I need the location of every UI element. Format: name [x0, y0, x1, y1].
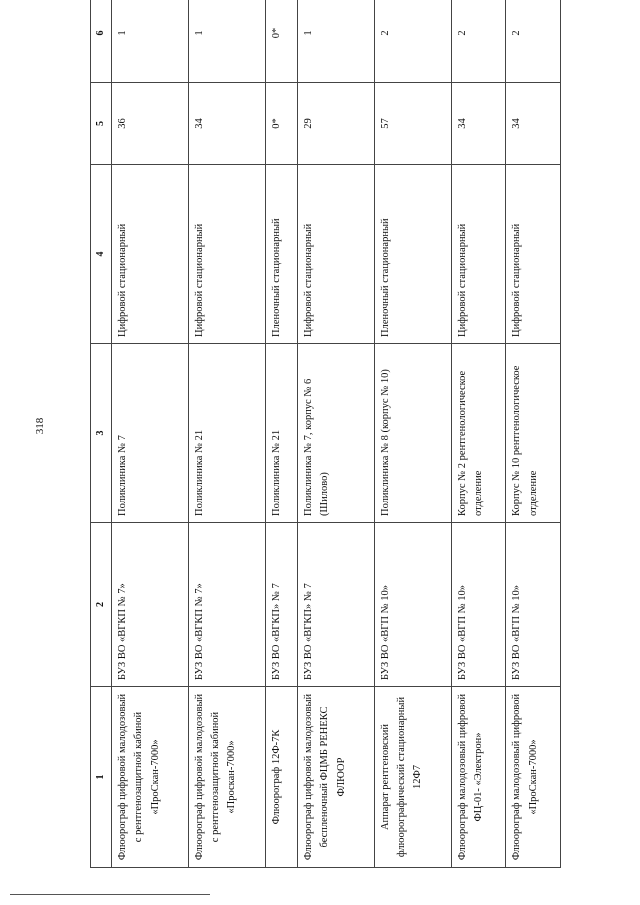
cell-device: Флюорограф малодозовый цифровой «ПроСкан-7000» [506, 687, 561, 868]
footnote-divider [10, 894, 210, 895]
table-row [374, 0, 451, 868]
cell-col5: 36 [112, 83, 189, 165]
cell-organization: БУЗ ВО «ВГП № 10» [374, 523, 451, 687]
table-row [112, 0, 189, 868]
table-row [297, 0, 374, 868]
cell-col5: 0* [265, 83, 297, 165]
column-header-5: 5 [91, 83, 112, 165]
cell-type: Цифровой стационарный [188, 165, 265, 344]
cell-col6: 2 [451, 0, 506, 83]
column-header-3: 3 [91, 344, 112, 523]
cell-location: Поликлиника № 7, корпус № 6 (Шилово) [297, 344, 374, 523]
cell-device: Флюорограф цифровой малодозовый с рентгенозащитной кабиной «Проскан-7000» [188, 687, 265, 868]
cell-col5: 57 [374, 83, 451, 165]
cell-col6: 2 [506, 0, 561, 83]
cell-type: Цифровой стационарный [506, 165, 561, 344]
cell-type: Цифровой стационарный [297, 165, 374, 344]
table-row [265, 0, 297, 868]
cell-location: Поликлиника № 8 (корпус № 10) [374, 344, 451, 523]
table-row [506, 0, 561, 868]
cell-device: Флюорограф 12Ф-7К [265, 687, 297, 868]
cell-location: Корпус № 2 рентгенологическое отделение [451, 344, 506, 523]
cell-col6: 1 [297, 0, 374, 83]
cell-col5: 29 [297, 83, 374, 165]
cell-type: Пленочный стационарный [265, 165, 297, 344]
cell-organization: БУЗ ВО «ВГКП № 7» [188, 523, 265, 687]
column-header-6: 6 [91, 0, 112, 83]
cell-col6: 1 [112, 0, 189, 83]
cell-col6: 0* [265, 0, 297, 83]
cell-organization: БУЗ ВО «ВГКП» № 7 [297, 523, 374, 687]
page-number: 318 [34, 417, 46, 435]
cell-col5: 34 [506, 83, 561, 165]
cell-col6: 1 [188, 0, 265, 83]
table-header-row [91, 0, 112, 868]
cell-organization: БУЗ ВО «ВГКП № 7» [112, 523, 189, 687]
cell-device: Флюорограф цифровой малодозовый с рентгенозащитной кабиной «ПроСкан-7000» [112, 687, 189, 868]
column-header-1: 1 [91, 687, 112, 868]
cell-type: Пленочный стационарный [374, 165, 451, 344]
cell-type: Цифровой стационарный [451, 165, 506, 344]
cell-device: Флюорограф цифровой малодозовый беспленочный ФЦМБ РЕНЕКС ФЛЮОР [297, 687, 374, 868]
column-header-4: 4 [91, 165, 112, 344]
cell-location: Корпус № 10 рентгенологическое отделение [506, 344, 561, 523]
cell-organization: БУЗ ВО «ВГКП» № 7 [265, 523, 297, 687]
cell-location: Поликлиника № 7 [112, 344, 189, 523]
cell-organization: БУЗ ВО «ВГП № 10» [506, 523, 561, 687]
equipment-table [90, 0, 561, 868]
cell-col5: 34 [188, 83, 265, 165]
table-row [451, 0, 506, 868]
cell-device: Аппарат рентгеновский флюорографический стационарный 12Ф7 [374, 687, 451, 868]
table-body [112, 0, 561, 868]
rotated-table-wrapper [90, 27, 561, 868]
cell-location: Поликлиника № 21 [265, 344, 297, 523]
cell-col6: 2 [374, 0, 451, 83]
cell-col5: 34 [451, 83, 506, 165]
column-header-2: 2 [91, 523, 112, 687]
cell-location: Поликлиника № 21 [188, 344, 265, 523]
cell-type: Цифровой стационарный [112, 165, 189, 344]
cell-device: Флюорограф малодозовый цифровой ФЦ-01- «Электрон» [451, 687, 506, 868]
table-row [188, 0, 265, 868]
cell-organization: БУЗ ВО «ВГП № 10» [451, 523, 506, 687]
